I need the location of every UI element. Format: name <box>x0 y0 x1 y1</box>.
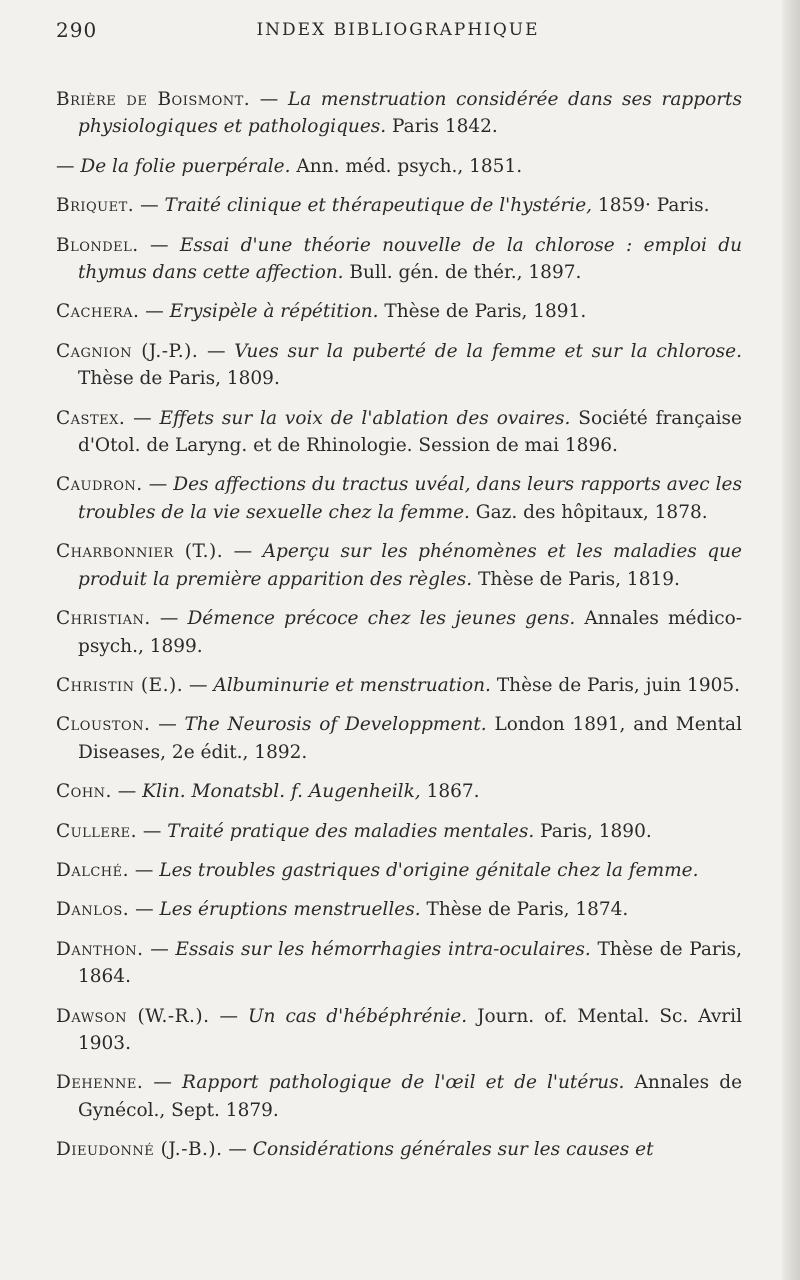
entry-title: Des affections du tractus uvéal, dans leurs rapports avec les troubles de la vie sexuelle chez la femme. <box>78 474 742 523</box>
entry-separator: — <box>209 1005 248 1027</box>
entry-title: Aperçu sur les phénomènes et les maladies que produit la première apparition des règles. <box>78 541 742 590</box>
entry-separator: — <box>250 89 288 110</box>
entry-title: Les éruptions menstruelles. <box>159 899 421 921</box>
bibliography-entry <box>56 538 742 593</box>
entry-separator: — <box>129 859 160 881</box>
entry-separator: — <box>125 407 160 429</box>
entry-author: Clouston. <box>56 714 151 736</box>
entry-title: Traité pratique des maladies mentales. <box>167 820 535 842</box>
entry-title: La menstruation considérée dans ses rapports physiologiques et pathologiques. <box>78 89 742 138</box>
bibliography-entry <box>56 232 742 287</box>
entry-title: The Neurosis of Developpment. <box>184 714 487 736</box>
entry-details: London 1891, and Mental Diseases, 2e édit., 1892. <box>78 714 742 763</box>
bibliography-entry <box>56 936 742 991</box>
page-number: 290 <box>56 18 98 42</box>
page-header <box>56 18 740 52</box>
entry-separator: — <box>129 899 160 921</box>
entry-details: 1859· Paris. <box>592 195 710 217</box>
entry-title: Vues sur la puberté de la femme et sur la chlorose. <box>234 340 742 362</box>
entry-separator: — <box>139 301 170 323</box>
entry-author: Dehenne. <box>56 1072 144 1094</box>
entry-author: Dieudonné (J.-B.). <box>56 1139 223 1161</box>
entry-details: Journ. of. Mental. Sc. Avril 1903. <box>78 1005 742 1054</box>
entry-separator: — <box>143 938 176 960</box>
entry-author: Cohn. <box>56 781 112 803</box>
entry-title: Klin. Monatsbl. f. Augenheilk, <box>142 781 421 803</box>
entry-title: Démence précoce chez les jeunes gens. <box>187 608 576 630</box>
bibliography-entry <box>56 471 742 526</box>
entry-details: Société française d'Otol. de Laryng. et de Rhinologie. Session de mai 1896. <box>78 407 742 457</box>
bibliography-entry <box>56 818 742 845</box>
bibliography-entry <box>56 338 742 393</box>
entry-details: Annales médico-psych., 1899. <box>78 608 742 657</box>
entry-title: Rapport pathologique de l'œil et de l'utérus. <box>181 1072 625 1094</box>
entry-title: Les troubles gastriques d'origine génitale chez la femme. <box>159 859 699 881</box>
entry-author: Brière de Boismont. <box>56 89 251 110</box>
bibliography-entry <box>56 192 742 219</box>
entry-separator: — <box>183 674 214 696</box>
entry-author: Dawson (W.-R.). <box>56 1005 210 1027</box>
bibliography-list <box>56 86 742 1176</box>
entry-separator: — <box>143 1072 182 1094</box>
entry-details: Annales de Gynécol., Sept. 1879. <box>78 1072 743 1121</box>
entry-author: Blondel. <box>56 234 139 256</box>
entry-separator: — <box>111 781 143 803</box>
entry-author: Briquet. <box>56 195 135 217</box>
entry-author: Castex. <box>56 407 126 429</box>
entry-separator: — <box>56 155 81 177</box>
entry-separator: — <box>142 474 174 496</box>
entry-separator: — <box>138 234 180 256</box>
entry-separator: — <box>150 608 188 630</box>
entry-title: Traité clinique et thérapeutique de l'hystérie, <box>164 195 593 217</box>
bibliography-entry <box>56 896 742 923</box>
bibliography-entry <box>56 405 742 460</box>
entry-author: Dalché. <box>56 859 130 881</box>
entry-separator: — <box>150 714 185 736</box>
entry-details: Bull. gén. de thér., 1897. <box>343 262 582 284</box>
entry-details: Thèse de Paris, 1891. <box>378 301 587 323</box>
entry-title: Albuminurie et menstruation. <box>213 674 491 696</box>
entry-details: Ann. méd. psych., 1851. <box>290 155 523 177</box>
entry-author: Cachera. <box>56 301 140 323</box>
entry-title: Considérations générales sur les causes et <box>252 1139 654 1161</box>
bibliography-entry <box>56 86 742 141</box>
entry-author: Cullere. <box>56 820 138 842</box>
entry-details: Thèse de Paris, 1864. <box>78 938 743 988</box>
entry-author: Christian. <box>56 608 151 630</box>
entry-title: Un cas d'hébéphrénie. <box>247 1005 468 1027</box>
entry-separator: — <box>198 340 235 362</box>
bibliography-entry <box>56 711 742 766</box>
entry-details: Thèse de Paris, juin 1905. <box>490 674 741 696</box>
bibliography-entry <box>56 153 742 180</box>
entry-details: 1867. <box>420 781 480 803</box>
entry-separator: — <box>134 195 165 217</box>
entry-author: Charbonnier (T.). <box>56 541 224 563</box>
entry-title: Essais sur les hémorrhagies intra-oculaires. <box>175 938 591 960</box>
entry-details: Thèse de Paris, 1874. <box>420 899 629 921</box>
running-title: INDEX BIBLIOGRAPHIQUE <box>256 20 540 40</box>
entry-title: De la folie puerpérale. <box>80 155 291 177</box>
entry-author: Danlos. <box>56 899 130 921</box>
bibliography-entry <box>56 1136 742 1163</box>
entry-details: Gaz. des hôpitaux, 1878. <box>469 501 708 523</box>
entry-title: Effets sur la voix de l'ablation des ovaires. <box>159 407 571 429</box>
entry-details: Paris, 1890. <box>534 820 652 842</box>
bibliography-entry <box>56 1003 742 1058</box>
page-edge <box>782 0 800 1280</box>
bibliography-entry <box>56 672 742 699</box>
entry-details: Thèse de Paris, 1809. <box>78 368 280 390</box>
entry-author: Christin (E.). <box>56 674 184 696</box>
bibliography-entry <box>56 605 742 660</box>
bibliography-entry <box>56 778 742 805</box>
entry-author: Caudron. <box>56 474 143 496</box>
entry-separator: — <box>223 541 263 563</box>
bibliography-entry <box>56 857 742 884</box>
entry-details: Paris 1842. <box>386 116 498 138</box>
entry-details: Thèse de Paris, 1819. <box>472 568 680 590</box>
bibliography-entry <box>56 298 742 325</box>
bibliography-entry <box>56 1069 742 1124</box>
entry-separator: — <box>222 1139 253 1161</box>
entry-title: Erysipèle à répétition. <box>169 301 379 323</box>
entry-author: Danthon. <box>56 938 144 960</box>
entry-separator: — <box>137 820 168 842</box>
entry-title: Essai d'une théorie nouvelle de la chlorose : emploi du thymus dans cette affection. <box>78 234 742 284</box>
entry-author: Cagnion (J.-P.). <box>56 340 199 362</box>
